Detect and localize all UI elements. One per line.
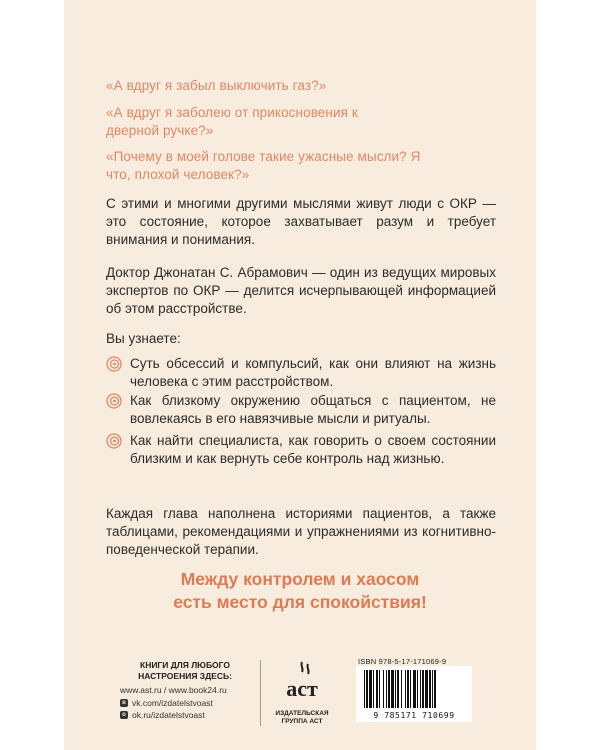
vk-link[interactable] — [120, 697, 260, 710]
promo-line-2: НАСТРОЕНИЯ ЗДЕСЬ: — [138, 671, 232, 681]
website-link[interactable] — [120, 684, 260, 697]
publisher-line-1: ИЗДАТЕЛЬСКАЯ — [275, 710, 329, 717]
quote-bad-person: «Почему в моей голове такие ужасные мысли? Я что, плохой человек?» — [106, 149, 421, 182]
website-link-text: www.ast.ru / www.book24.ru — [120, 685, 227, 695]
vk-link-text: vk.com/izdatelstvoast — [132, 697, 213, 708]
vk-icon: в — [120, 699, 128, 707]
learn-heading: Вы узнаете: — [106, 331, 181, 346]
quote-gas: «А вдруг я забыл выключить газ?» — [106, 78, 327, 93]
publisher-line-2: ГРУППА АСТ — [281, 718, 323, 725]
learn-item-text: Как близкому окружению общаться с пациентом, не вовлекаясь в его навязчивые мысли и ритуалы. — [130, 393, 496, 426]
slogan-line-2: есть место для спокойствия! — [173, 592, 427, 612]
publisher-logo — [264, 658, 340, 728]
learn-item-text: Суть обсессий и компульсий, как они влияют на жизнь человека с этим расстройством. — [130, 356, 496, 389]
closing-paragraph: Каждая глава наполнена историями пациентов, а также таблицами, рекомендациями и упражнениями из когнитивно-поведенческой терапии. — [106, 506, 496, 557]
swirl-bullet-icon — [106, 433, 122, 449]
ok-icon: о — [120, 711, 128, 719]
barcode-number: 9 785171 710699 — [373, 711, 455, 720]
learn-item-text: Как найти специалиста, как говорить о своем состоянии близким и как вернуть себе контроль над жизнью. — [130, 433, 496, 466]
isbn-label: ISBN 978-5-17-171069-9 — [358, 657, 447, 666]
publisher-caption — [264, 710, 340, 726]
slogan — [64, 568, 536, 614]
logo-wordmark: аст — [286, 676, 318, 701]
footer-links — [120, 684, 260, 722]
swirl-bullet-icon — [106, 356, 122, 372]
barcode — [356, 666, 472, 722]
author-paragraph: Доктор Джонатан С. Абрамович — один из ведущих мировых экспертов по ОКР — делится исчерпывающей информацией об этом расстройстве. — [106, 265, 496, 316]
slogan-line-1: Между контролем и хаосом — [180, 569, 420, 589]
barcode-bars — [356, 668, 472, 712]
ok-link-text: ok.ru/izdatelstvoast — [132, 710, 205, 720]
footer-promo — [120, 660, 250, 682]
quote-door-handle: «А вдруг я заболею от прикосновения к дверной ручке?» — [106, 105, 358, 138]
ok-link[interactable] — [120, 709, 260, 722]
swirl-bullet-icon — [106, 393, 122, 409]
book-back-cover — [64, 0, 536, 750]
intro-paragraph: С этими и многими другими мыслями живут люди с ОКР — это состояние, которое захватывает разум и требует внимания и понимания. — [106, 196, 496, 247]
promo-line-1: КНИГИ ДЛЯ ЛЮБОГО — [140, 660, 230, 670]
footer-divider — [260, 660, 261, 726]
